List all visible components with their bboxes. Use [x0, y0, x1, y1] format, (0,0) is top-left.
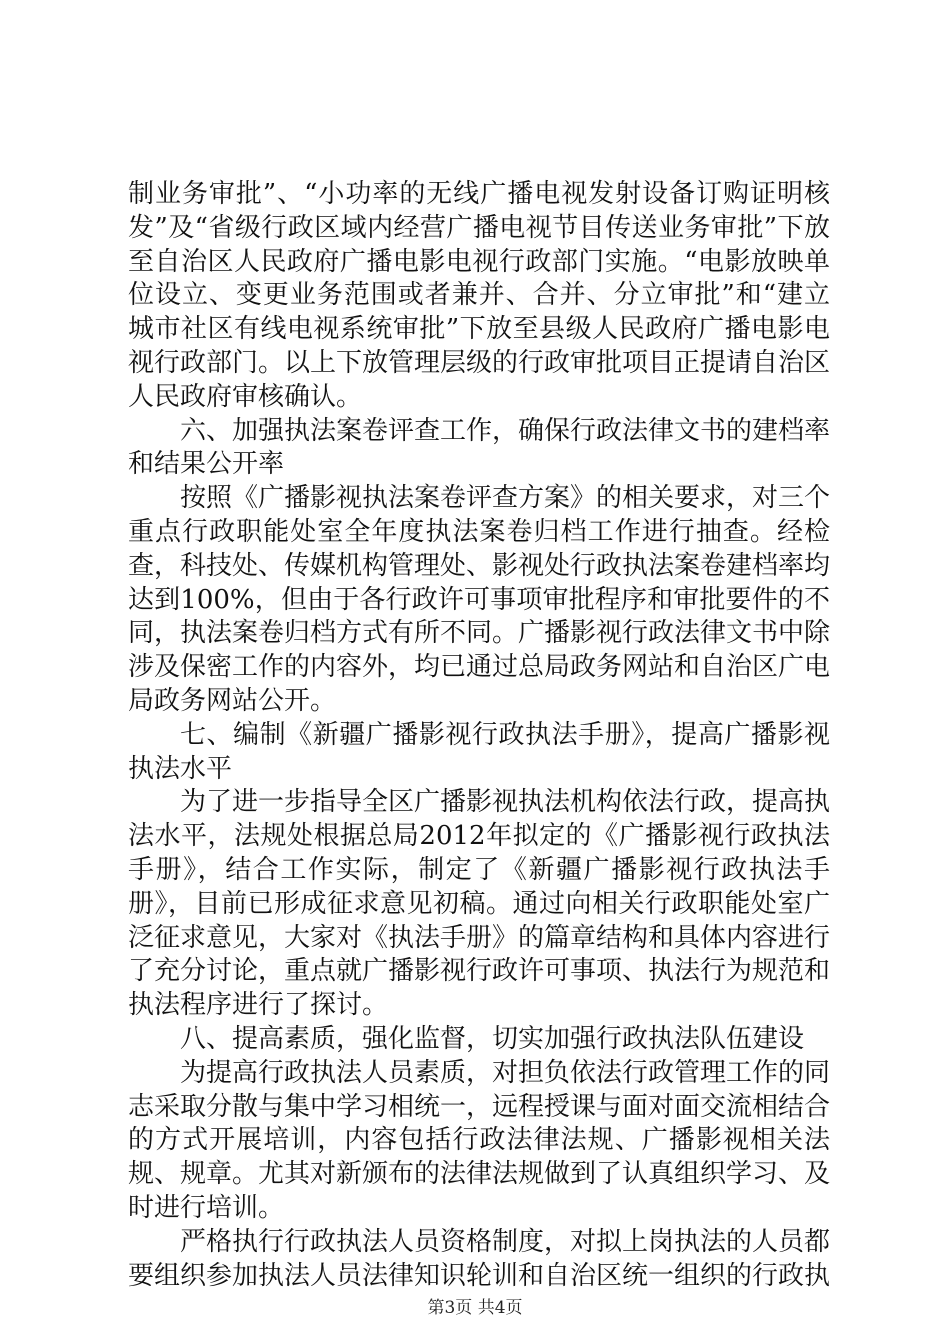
page-number-footer: 第3页 共4页 — [427, 1298, 523, 1318]
body-paragraph: 严格执行行政执法人员资格制度，对拟上岗执法的人员都要组织参加执法人员法律知识轮训和自治区统一组织的行政执 — [128, 1226, 831, 1291]
body-paragraph: 按照《广播影视执法案卷评查方案》的相关要求，对三个重点行政职能处室全年度执法案卷归档工作进行抽查。经检查，科技处、传媒机构管理处、影视处行政执法案卷建档率均达到100%，但由于各行政许可事项审批程序和审批要件的不同，执法案卷归档方式有所不同。广播影视行政法律文书中除涉及保密工作的内容外，均已通过总局政务网站和自治区广电局政务网站公开。 — [128, 483, 831, 716]
section-heading-8: 八、提高素质，强化监督，切实加强行政执法队伍建设 — [180, 1023, 805, 1054]
body-paragraph: 制业务审批”、“小功率的无线广播电视发射设备订购证明核发”及“省级行政区域内经营广播电视节目传送业务审批”下放至自治区人民政府广播电影电视行政部门实施。“电影放映单位设立、变更业务范围或者兼并、合并、分立审批”和“建立城市社区有线电视系统审批”下放至县级人民政府广播电影电视行政部门。以上下放管理层级的行政审批项目正提请自治区人民政府审核确认。 — [128, 179, 831, 412]
section-heading-6: 六、加强执法案卷评查工作，确保行政法律文书的建档率和结果公开率 — [128, 415, 831, 480]
body-paragraph: 为提高行政执法人员素质，对担负依法行政管理工作的同志采取分散与集中学习相统一，远程授课与面对面交流相结合的方式开展培训，内容包括行政法律法规、广播影视相关法规、规章。尤其对新颁布的法律法规做到了认真组织学习、及时进行培训。 — [128, 1057, 831, 1223]
document-body — [128, 178, 830, 1293]
body-paragraph: 为了进一步指导全区广播影视执法机构依法行政，提高执法水平，法规处根据总局2012年拟定的《广播影视行政执法手册》，结合工作实际，制定了《新疆广播影视行政执法手册》，目前已形成征求意见初稿。通过向相关行政职能处室广泛征求意见，大家对《执法手册》的篇章结构和具体内容进行了充分讨论，重点就广播影视行政许可事项、执法行为规范和执法程序进行了探讨。 — [128, 787, 831, 1021]
section-heading-7: 七、编制《新疆广播影视行政执法手册》，提高广播影视执法水平 — [128, 719, 830, 784]
